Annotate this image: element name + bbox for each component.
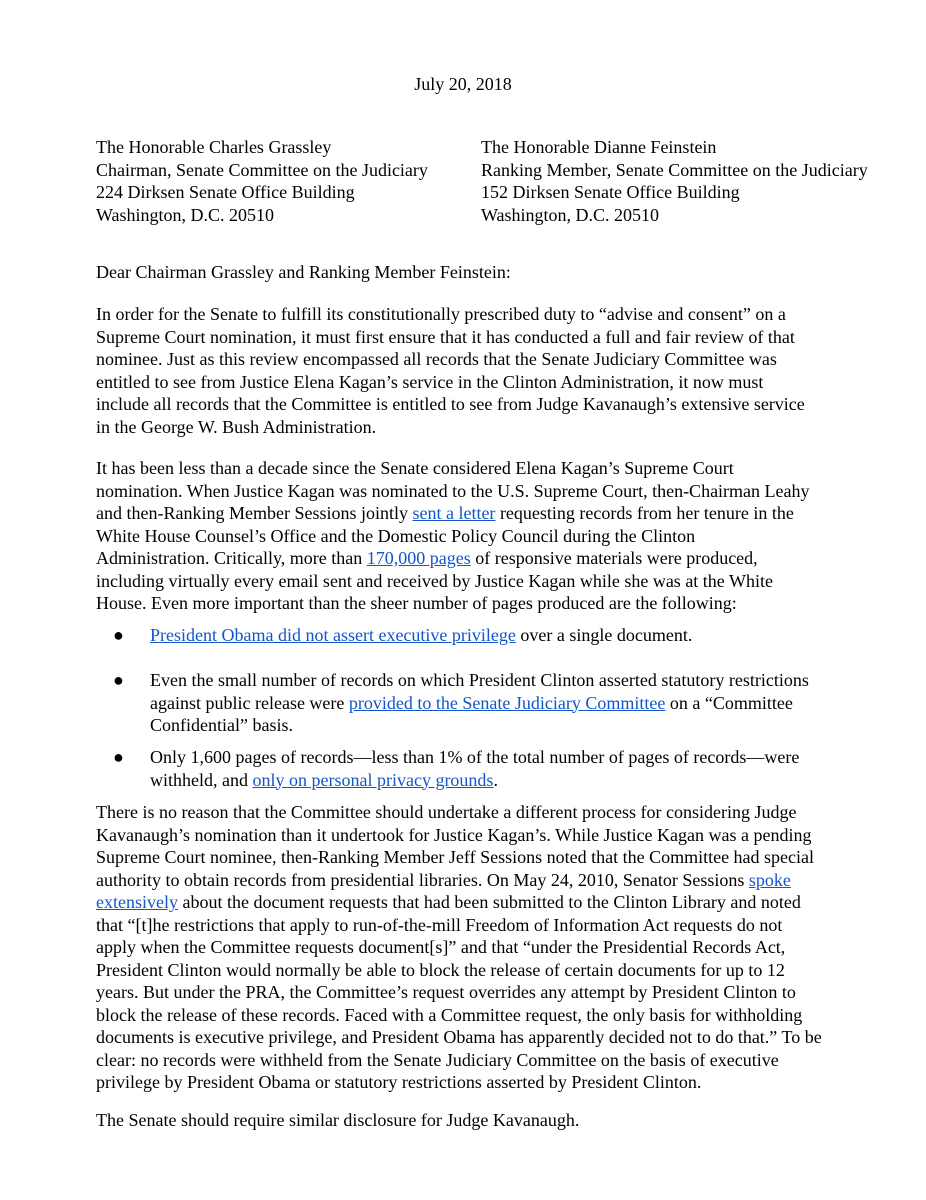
paragraph-line: apply when the Committee requests document[s]” and that “under the Presidential Records Act, <box>96 937 786 957</box>
letter-date: July 20, 2018 <box>414 74 512 94</box>
spoke-extensively-link[interactable]: extensively <box>96 892 178 912</box>
paragraph-line: nominee. Just as this review encompassed all records that the Senate Judiciary Committee was <box>96 349 777 369</box>
paragraph-line: privilege by President Obama or statutory restrictions asserted by President Clinton. <box>96 1072 702 1092</box>
paragraph-line <box>96 869 836 892</box>
paragraph-line: block the release of these records. Faced with a Committee request, the only basis for withholding <box>96 1004 803 1025</box>
paragraph-line: It has been less than a decade since the Senate considered Elena Kagan’s Supreme Court <box>96 458 734 478</box>
text-span: and then-Ranking Member Sessions jointly <box>96 503 413 523</box>
addressee-feinstein <box>481 136 868 226</box>
bullet-line: Confidential” basis. <box>150 715 293 735</box>
paragraph-line: President Clinton would normally be able to block the release of certain documents for up to 12 <box>96 959 785 980</box>
obama-privilege-link[interactable]: President Obama did not assert executive privilege <box>150 625 516 645</box>
paragraph-line <box>96 547 836 570</box>
addressee-grassley <box>96 136 428 226</box>
bullet-dot-icon: ● <box>113 670 124 690</box>
text-span: about the document requests that had been submitted to the Clinton Library and noted <box>177 892 801 912</box>
paragraph-conclusion <box>96 1109 836 1132</box>
paragraph-line: There is no reason that the Committee should undertake a different process for considering Judge <box>96 802 797 822</box>
paragraph-line: nomination. When Justice Kagan was nominated to the U.S. Supreme Court, then-Chairman Leahy <box>96 480 810 501</box>
paragraph-line: years. But under the PRA, the Committee’s request overrides any attempt by President Clinton to <box>96 982 796 1002</box>
paragraph-intro <box>96 303 836 438</box>
text-span: of responsive materials were produced, <box>470 548 758 568</box>
addressee-office: 152 Dirksen Senate Office Building <box>481 182 740 202</box>
bullet-line <box>150 692 809 715</box>
bullet-item <box>96 669 809 737</box>
paragraph-line: include all records that the Committee is entitled to see from Judge Kavanaugh’s extensive service <box>96 394 805 414</box>
addressee-name: The Honorable Charles Grassley <box>96 137 332 157</box>
text-span: on a “Committee <box>665 692 793 713</box>
paragraph-line: that “[t]he restrictions that apply to run-of-the-mill Freedom of Information Act requests do not <box>96 914 783 935</box>
text-span: against public release were <box>150 692 349 713</box>
bullet-dot-icon: ● <box>113 747 124 767</box>
paragraph-line: entitled to see from Justice Elena Kagan’s service in the Clinton Administration, it now must <box>96 371 764 392</box>
170000-pages-link[interactable]: 170,000 pages <box>366 548 471 568</box>
text-span: withheld, and <box>150 769 253 790</box>
spoke-extensively-link[interactable]: spoke <box>748 869 791 890</box>
paragraph-line: The Senate should require similar disclosure for Judge Kavanaugh. <box>96 1110 580 1130</box>
text-span: authority to obtain records from presidential libraries. On May 24, 2010, Senator Sessions <box>96 869 749 890</box>
text-span: requesting records from her tenure in the <box>495 503 794 523</box>
paragraph-line <box>96 502 836 525</box>
addressee-office: 224 Dirksen Senate Office Building <box>96 182 355 202</box>
paragraph-line: in the George W. Bush Administration. <box>96 416 377 437</box>
bullet-item <box>96 624 692 647</box>
paragraph-kagan <box>96 457 836 615</box>
paragraph-line: Kavanaugh’s nomination than it undertook for Justice Kagan’s. While Justice Kagan was a pending <box>96 824 812 845</box>
addressee-title: Ranking Member, Senate Committee on the Judiciary <box>481 159 868 180</box>
paragraph-line: Supreme Court nomination, it must first ensure that it has conducted a full and fair review of that <box>96 326 795 347</box>
bullet-line <box>150 624 692 647</box>
bullet-line <box>150 769 799 792</box>
paragraph-line: documents is executive privilege, and President Obama has apparently decided not to do that.” To be <box>96 1027 822 1047</box>
provided-to-committee-link[interactable]: provided to the Senate Judiciary Committee <box>348 692 666 713</box>
paragraph-line: clear: no records were withheld from the Senate Judiciary Committee on the basis of executive <box>96 1049 779 1070</box>
bullet-line: Even the small number of records on which President Clinton asserted statutory restrictions <box>150 670 809 690</box>
bullet-dot-icon: ● <box>113 625 124 645</box>
addressee-city: Washington, D.C. 20510 <box>96 204 275 225</box>
privacy-grounds-link[interactable]: only on personal privacy grounds <box>252 769 494 790</box>
paragraph-line: including virtually every email sent and received by Justice Kagan while she was at the White <box>96 570 773 591</box>
addressee-city: Washington, D.C. 20510 <box>481 204 660 225</box>
sent-a-letter-link[interactable]: sent a letter <box>412 503 496 523</box>
paragraph-line: House. Even more important than the sheer number of pages produced are the following: <box>96 593 737 613</box>
bullet-item <box>96 746 799 791</box>
addressee-name: The Honorable Dianne Feinstein <box>481 137 717 157</box>
text-span: over a single document. <box>515 625 693 645</box>
text-span: Administration. Critically, more than <box>96 548 367 568</box>
paragraph-sessions <box>96 801 836 1094</box>
paragraph-line: White House Counsel’s Office and the Domestic Policy Council during the Clinton <box>96 525 696 546</box>
bullet-line: Only 1,600 pages of records—less than 1% of the total number of pages of records—were <box>150 747 800 767</box>
paragraph-line <box>96 891 836 914</box>
text-span: . <box>493 769 498 790</box>
salutation: Dear Chairman Grassley and Ranking Member Feinstein: <box>96 262 511 282</box>
paragraph-line: Supreme Court nominee, then-Ranking Member Jeff Sessions noted that the Committee had special <box>96 847 815 867</box>
paragraph-line: In order for the Senate to fulfill its constitutionally prescribed duty to “advise and consent” on a <box>96 304 786 324</box>
addressee-title: Chairman, Senate Committee on the Judiciary <box>96 159 428 180</box>
